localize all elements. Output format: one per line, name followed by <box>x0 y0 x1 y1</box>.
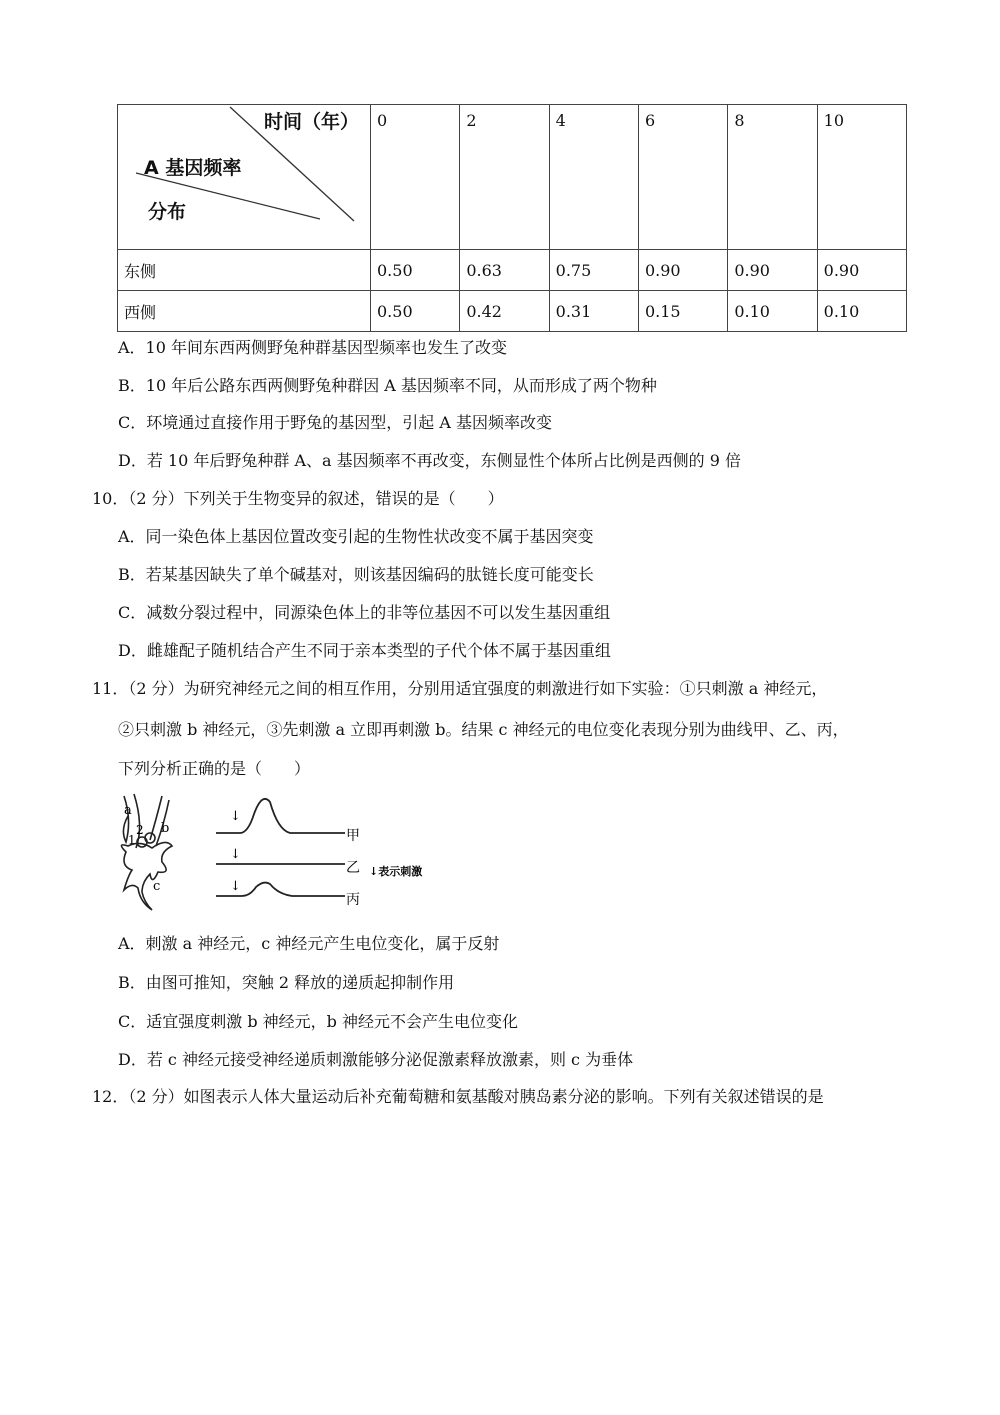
q11-stem-line-1: 11．（2 分）为研究神经元之间的相互作用，分别用适宜强度的刺激进行如下实验：①只刺激 a 神经元， <box>92 679 828 698</box>
q11-option-d: D．若 c 神经元接受神经递质刺激能够分泌促激素释放激素，则 c 为垂体 <box>118 1050 634 1069</box>
neuron-c-soma <box>121 842 172 910</box>
table-cell: 0.10 <box>728 291 817 332</box>
q10-stem: 10．（2 分）下列关于生物变异的叙述，错误的是（ ） <box>92 489 504 508</box>
label-c: c <box>153 879 161 894</box>
q12-stem: 12．（2 分）如图表示人体大量运动后补充葡萄糖和氨基酸对胰岛素分泌的影响。下列有关叙述错误的是 <box>92 1087 824 1106</box>
year-cell: 4 <box>549 105 638 250</box>
row-label: 西侧 <box>118 291 371 332</box>
year-cell: 8 <box>728 105 817 250</box>
year-cell: 0 <box>371 105 460 250</box>
table-cell: 0.90 <box>638 250 727 291</box>
label-a: a <box>124 803 132 818</box>
stimulus-legend: ↓表示刺激 <box>369 865 423 878</box>
table-cell: 0.50 <box>371 291 460 332</box>
q10-option-b: B．若某基因缺失了单个碱基对，则该基因编码的肽链长度可能变长 <box>118 565 594 584</box>
table-row-east <box>118 250 907 291</box>
table-cell: 0.63 <box>460 250 549 291</box>
label-b: b <box>161 821 170 836</box>
gene-frequency-table <box>117 104 907 332</box>
year-cell: 6 <box>638 105 727 250</box>
q11-option-a: A．刺激 a 神经元，c 神经元产生电位变化，属于反射 <box>118 934 500 953</box>
q9-option-b: B．10 年后公路东西两侧野兔种群因 A 基因频率不同，从而形成了两个物种 <box>118 376 657 395</box>
q11-stem-line-2: ②只刺激 b 神经元，③先刺激 a 立即再刺激 b。结果 c 神经元的电位变化表现分别为曲线甲、乙、丙， <box>118 720 849 739</box>
table-cell: 0.90 <box>817 250 906 291</box>
table-cell: 0.75 <box>549 250 638 291</box>
q9-option-d: D．若 10 年后野兔种群 A、a 基因频率不再改变，东侧显性个体所占比例是西侧的 9 倍 <box>118 451 741 470</box>
label-synapse-2: 2 <box>136 823 144 837</box>
q10-option-a: A．同一染色体上基因位置改变引起的生物性状改变不属于基因突变 <box>118 527 594 546</box>
arrow-2: ↓ <box>230 847 241 862</box>
arrow-1: ↓ <box>230 809 241 824</box>
q9-option-c: C．环境通过直接作用于野兔的基因型，引起 A 基因频率改变 <box>118 413 552 432</box>
curve-jia-label: 甲 <box>346 828 360 844</box>
q10-option-c: C．减数分裂过程中，同源染色体上的非等位基因不可以发生基因重组 <box>118 603 611 622</box>
year-cell: 2 <box>460 105 549 250</box>
year-cell: 10 <box>817 105 906 250</box>
neuron-figure <box>112 790 472 919</box>
curve-yi-label: 乙 <box>346 860 360 876</box>
table-cell: 0.10 <box>817 291 906 332</box>
row-label: 东侧 <box>118 250 371 291</box>
q11-option-b: B．由图可推知，突触 2 释放的递质起抑制作用 <box>118 973 455 992</box>
diagonal-header-cell <box>118 105 371 250</box>
q11-stem-line-3: 下列分析正确的是（ ） <box>118 759 311 778</box>
arrow-3: ↓ <box>230 879 241 894</box>
table-cell: 0.42 <box>460 291 549 332</box>
q10-option-d: D．雌雄配子随机结合产生不同于亲本类型的子代个体不属于基因重组 <box>118 641 611 660</box>
q11-option-c: C．适宜强度刺激 b 神经元，b 神经元不会产生电位变化 <box>118 1012 518 1031</box>
table-row-west <box>118 291 907 332</box>
table-cell: 0.31 <box>549 291 638 332</box>
q9-option-a: A．10 年间东西两侧野兔种群基因型频率也发生了改变 <box>118 338 508 357</box>
label-synapse-1: 1 <box>128 833 136 847</box>
curve-bing-label: 丙 <box>346 892 360 908</box>
table-cell: 0.50 <box>371 250 460 291</box>
header-time-label: 时间（年） <box>264 111 360 133</box>
table-header-row <box>118 105 907 250</box>
header-dist-label: 分布 <box>148 201 187 223</box>
table-cell: 0.90 <box>728 250 817 291</box>
header-freq-label: A 基因频率 <box>144 157 242 179</box>
table-cell: 0.15 <box>638 291 727 332</box>
